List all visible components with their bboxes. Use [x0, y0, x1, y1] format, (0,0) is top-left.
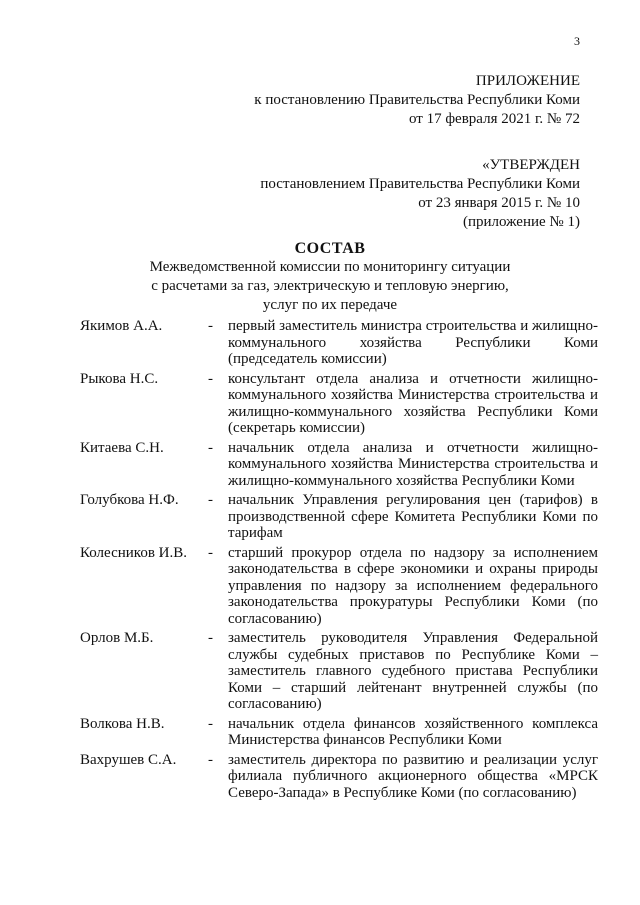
member-name: Колесников И.В. — [80, 544, 187, 561]
approved-header — [260, 156, 580, 232]
appendix-line-2: от 17 февраля 2021 г. № 72 — [408, 111, 580, 127]
member-name: Рыкова Н.С. — [80, 370, 159, 387]
member-dash: - — [208, 715, 213, 732]
composition-title: СОСТАВ — [294, 240, 366, 257]
member-dash: - — [208, 751, 213, 768]
member-dash: - — [208, 492, 213, 508]
member-role: заместитель руководителя Управления Федеральной службы судебных приставов по Республике Коми – заместитель главного судебного пристава Республики Коми – старший лейтенант внутренней службы (по согласованию) — [228, 630, 598, 712]
approved-line-2: от 23 января 2015 г. № 10 — [418, 195, 580, 211]
member-row — [0, 630, 640, 713]
member-name: Вахрушев С.А. — [80, 751, 177, 768]
member-role: консультант отдела анализа и отчетности жилищно-коммунального хозяйства Министерства строительства и жилищно-коммунального хозяйства Республики Коми (секретарь комиссии) — [228, 370, 598, 436]
subtitle-line-2: с расчетами за газ, электрическую и тепловую энергию, — [151, 278, 509, 294]
subtitle-line-1: Межведомственной комиссии по мониторингу ситуации — [149, 259, 511, 275]
member-role: первый заместитель министра строительства и жилищно-коммунального хозяйства Республики Коми (председатель комиссии) — [228, 318, 598, 367]
member-dash: - — [208, 370, 213, 387]
member-dash: - — [208, 630, 213, 646]
members-list — [0, 318, 640, 801]
approved-line-3: (приложение № 1) — [462, 214, 580, 230]
member-name: Орлов М.Б. — [80, 630, 154, 646]
member-role: заместитель директора по развитию и реализации услуг филиала публичного акционерного общества «МРСК Северо-Запада» в Республике Коми (по согласованию) — [228, 751, 598, 801]
member-role: начальник отдела финансов хозяйственного комплекса Министерства финансов Республики Коми — [228, 715, 598, 748]
member-row — [0, 716, 640, 749]
member-row — [0, 752, 640, 802]
member-name: Голубкова Н.Ф. — [80, 492, 179, 508]
member-row — [0, 440, 640, 490]
member-row — [0, 492, 640, 542]
member-name: Якимов А.А. — [80, 318, 163, 334]
member-role: старший прокурор отдела по надзору за исполнением законодательства в сфере экономики и охраны природы управления по надзору за исполнением федерального законодательства прокуратуры Республики Коми (по согласованию) — [228, 544, 598, 627]
member-name: Волкова Н.В. — [80, 715, 165, 732]
member-dash: - — [208, 439, 213, 456]
member-name: Китаева С.Н. — [80, 439, 164, 456]
approved-line-1: постановлением Правительства Республики Коми — [260, 176, 580, 192]
appendix-header — [254, 72, 580, 129]
composition-subtitle — [0, 258, 640, 315]
member-dash: - — [208, 544, 213, 561]
appendix-title: ПРИЛОЖЕНИЕ — [475, 73, 580, 89]
member-row — [0, 545, 640, 628]
member-row — [0, 371, 640, 437]
member-dash: - — [208, 318, 213, 334]
member-role: начальник Управления регулирования цен (тарифов) в производственной сфере Комитета Республики Коми по тарифам — [228, 492, 598, 541]
member-row — [0, 318, 640, 368]
member-role: начальник отдела анализа и отчетности жилищно-коммунального хозяйства Министерства строительства и жилищно-коммунального хозяйства Республики Коми — [228, 439, 598, 489]
appendix-line-1: к постановлению Правительства Республики Коми — [254, 92, 580, 108]
approved-title: «УТВЕРЖДЕН — [482, 157, 580, 173]
subtitle-line-3: услуг по их передаче — [262, 297, 398, 313]
page-number: 3 — [574, 34, 580, 48]
